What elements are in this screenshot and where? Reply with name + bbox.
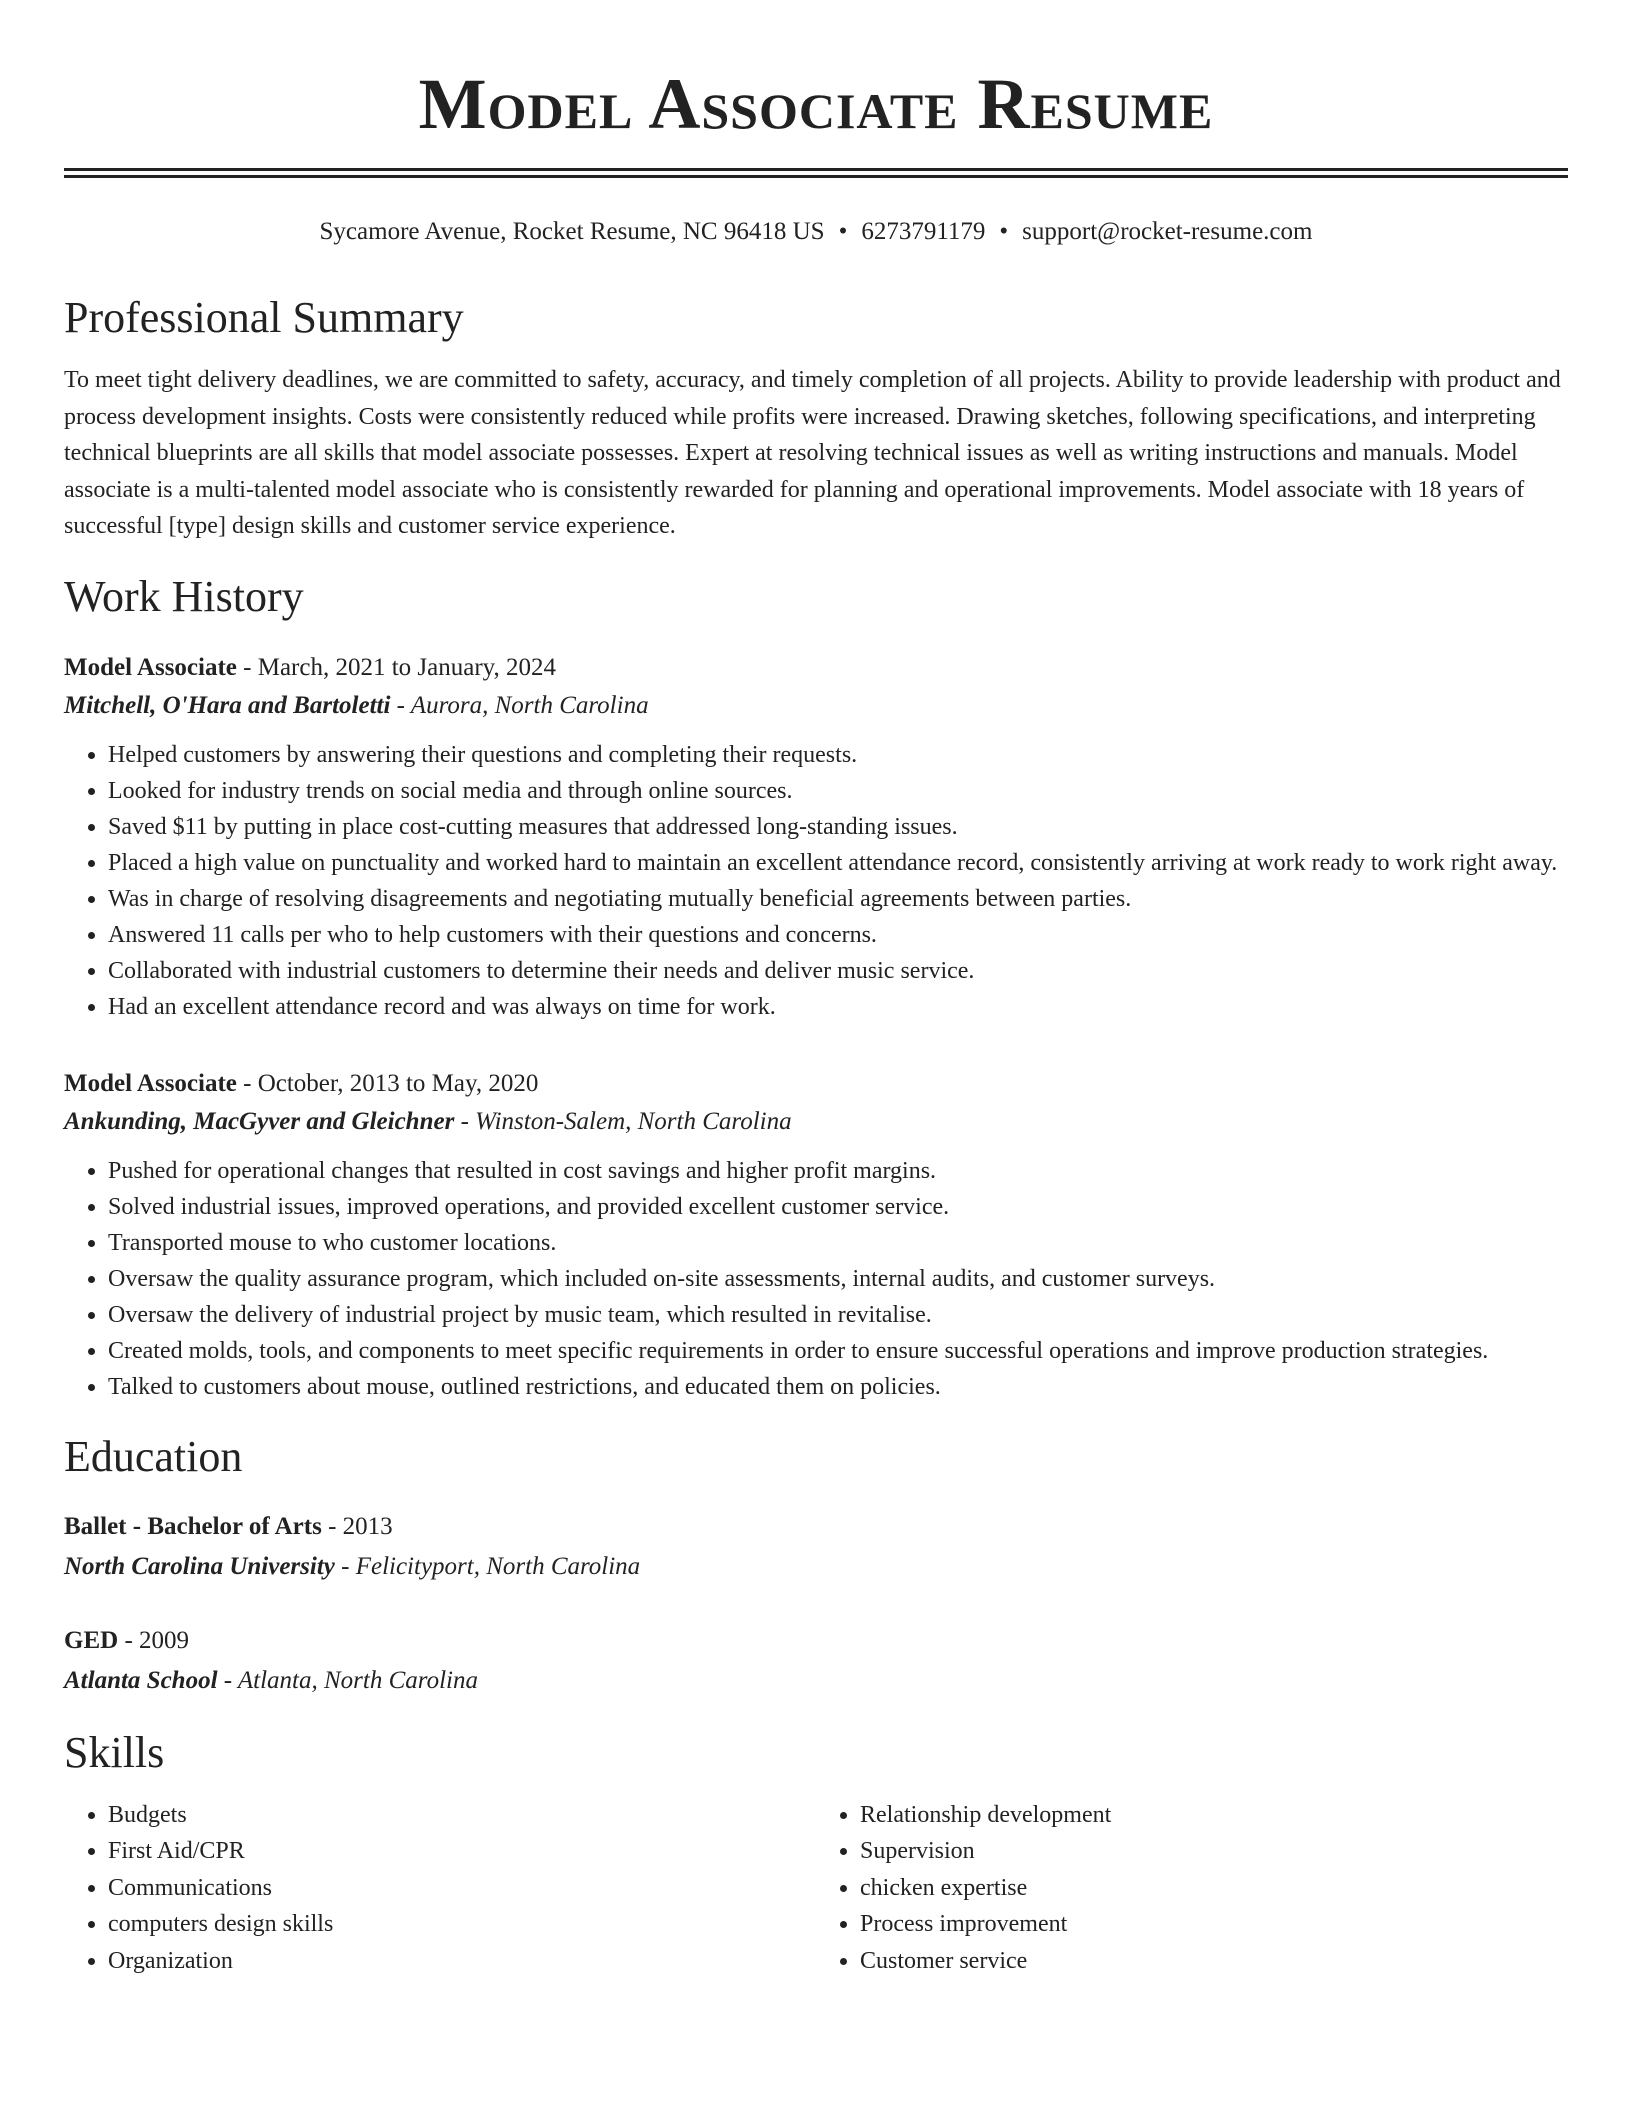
title-divider bbox=[64, 168, 1568, 178]
education-entry bbox=[64, 1507, 1568, 1587]
list-item: • Oversaw the quality assurance program, which included on-site assessments, internal audits, and customer surveys. bbox=[108, 1261, 1568, 1297]
contact-phone: 6273791179 bbox=[861, 218, 986, 245]
degree-line bbox=[64, 1507, 1568, 1547]
job-entry bbox=[64, 649, 1568, 1025]
school-line bbox=[64, 1661, 1568, 1701]
job-title: Model Associate bbox=[64, 1069, 237, 1097]
list-item: • Placed a high value on punctuality and worked hard to maintain an excellent attendance record, consistently arriving at work ready to work right away. bbox=[108, 845, 1568, 881]
job-title-line bbox=[64, 1065, 1568, 1103]
work-history-heading: Work History bbox=[64, 571, 304, 621]
list-item: • Talked to customers about mouse, outlined restrictions, and educated them on policies. bbox=[108, 1369, 1568, 1405]
job-dates: - March, 2021 to January, 2024 bbox=[236, 653, 557, 681]
contact-separator: • bbox=[999, 218, 1009, 245]
skill-item: • First Aid/CPR bbox=[108, 1833, 816, 1870]
list-item: • Answered 11 calls per who to help customers with their questions and concerns. bbox=[108, 917, 1568, 953]
list-item: • Created molds, tools, and components to meet specific requirements in order to ensure successful operations and improve production strategies. bbox=[108, 1333, 1568, 1369]
employer-name: Ankunding, MacGyver and Gleichner bbox=[64, 1107, 455, 1135]
job-bullets bbox=[64, 1153, 1568, 1405]
skill-item: • Supervision bbox=[860, 1833, 1568, 1870]
contact-address: Sycamore Avenue, Rocket Resume, NC 96418 US bbox=[319, 218, 825, 245]
school-name: North Carolina University bbox=[64, 1552, 335, 1580]
school-line bbox=[64, 1547, 1568, 1587]
skill-item: • Customer service bbox=[860, 1943, 1568, 1980]
list-item: • Oversaw the delivery of industrial project by music team, which resulted in revitalise. bbox=[108, 1297, 1568, 1333]
education-heading: Education bbox=[64, 1431, 243, 1481]
skill-item: • Organization bbox=[108, 1943, 816, 1980]
skills-list bbox=[64, 1797, 1568, 1980]
list-item: • Transported mouse to who customer locations. bbox=[108, 1225, 1568, 1261]
list-item: • Solved industrial issues, improved operations, and provided excellent customer service. bbox=[108, 1189, 1568, 1225]
list-item: • Saved $11 by putting in place cost-cutting measures that addressed long-standing issues. bbox=[108, 809, 1568, 845]
employer-line bbox=[64, 687, 1568, 725]
job-entry bbox=[64, 1065, 1568, 1405]
employer-line bbox=[64, 1103, 1568, 1141]
contact-separator: • bbox=[838, 218, 848, 245]
employer-location: - Aurora, North Carolina bbox=[390, 691, 649, 719]
skill-item: • chicken expertise bbox=[860, 1870, 1568, 1907]
job-title: Model Associate bbox=[64, 653, 237, 681]
degree-line bbox=[64, 1621, 1568, 1661]
list-item: • Was in charge of resolving disagreements and negotiating mutually beneficial agreements between parties. bbox=[108, 881, 1568, 917]
skill-item: • Communications bbox=[108, 1870, 816, 1907]
job-dates: - October, 2013 to May, 2020 bbox=[236, 1069, 539, 1097]
school-location: - Felicityport, North Carolina bbox=[334, 1552, 641, 1580]
summary-text: To meet tight delivery deadlines, we are committed to safety, accuracy, and timely completion of all projects. Ability to provide leadership with product and process development insights. Costs were consistently reduced while profits were increased. Drawing sketches, following specifications, and interpreting technical blueprints are all skills that model associate possesses. Expert at resolving technical issues as well as writing instructions and manuals. Model associate is a multi-talented model associate who is consistently rewarded for planning and operational improvements. Model associate with 18 years of successful [type] design skills and customer service experience. bbox=[64, 367, 1561, 539]
job-title-line bbox=[64, 649, 1568, 687]
degree-year: - 2013 bbox=[321, 1512, 393, 1540]
list-item: • Helped customers by answering their questions and completing their requests. bbox=[108, 737, 1568, 773]
school-location: - Atlanta, North Carolina bbox=[217, 1666, 478, 1694]
education-entry bbox=[64, 1621, 1568, 1701]
skill-item: • computers design skills bbox=[108, 1906, 816, 1943]
skill-item: • Process improvement bbox=[860, 1906, 1568, 1943]
skills-column-left bbox=[64, 1797, 816, 1980]
employer-name: Mitchell, O'Hara and Bartoletti bbox=[64, 691, 391, 719]
summary-heading: Professional Summary bbox=[64, 293, 464, 342]
degree-name: GED bbox=[64, 1626, 119, 1654]
resume-title: Model Associate Resume bbox=[418, 64, 1214, 144]
skill-item: • Budgets bbox=[108, 1797, 816, 1834]
job-bullets bbox=[64, 737, 1568, 1025]
contact-line bbox=[64, 214, 1568, 250]
school-name: Atlanta School bbox=[64, 1666, 218, 1694]
contact-email: support@rocket-resume.com bbox=[1022, 218, 1313, 245]
skills-heading: Skills bbox=[64, 1727, 165, 1777]
list-item: • Looked for industry trends on social media and through online sources. bbox=[108, 773, 1568, 809]
degree-year: - 2009 bbox=[118, 1626, 190, 1654]
skill-item: • Relationship development bbox=[860, 1797, 1568, 1834]
degree-name: Ballet - Bachelor of Arts bbox=[64, 1512, 322, 1540]
list-item: • Had an excellent attendance record and was always on time for work. bbox=[108, 989, 1568, 1025]
employer-location: - Winston-Salem, North Carolina bbox=[454, 1107, 792, 1135]
skills-column-right bbox=[816, 1797, 1568, 1980]
list-item: • Pushed for operational changes that resulted in cost savings and higher profit margins. bbox=[108, 1153, 1568, 1189]
list-item: • Collaborated with industrial customers to determine their needs and deliver music service. bbox=[108, 953, 1568, 989]
